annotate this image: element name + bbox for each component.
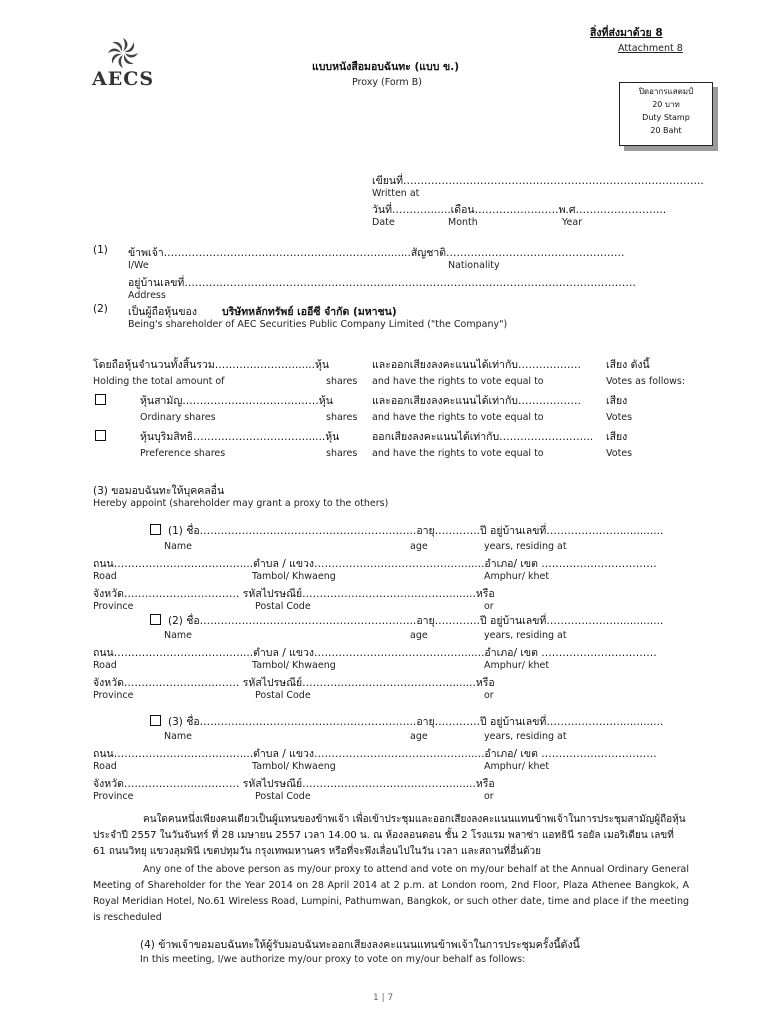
section-1-number: (1) — [93, 244, 108, 256]
total-votes-label: and have the rights to vote equal to — [372, 376, 544, 387]
company-name-th: บริษัทหลักทรัพย์ เออีซี จำกัด (มหาชน) — [222, 306, 397, 318]
proxy-3-postal-label: Postal Code — [255, 791, 311, 802]
address-label: Address — [128, 290, 166, 301]
ordinary-votes-label: and have the rights to vote equal to — [372, 412, 544, 423]
date-label: Date — [372, 217, 395, 228]
preference-votes-unit: Votes — [606, 448, 633, 459]
proxy-3-or-label: or — [484, 791, 494, 802]
shareholder-of-en: Being's shareholder of AEC Securities Public Company Limited ("the Company") — [128, 319, 508, 330]
total-votes-label-th: เสียง ดังนี้ — [606, 359, 650, 371]
proxy-2-postal-label: Postal Code — [255, 690, 311, 701]
proxy-3-name-field[interactable]: (3) ชื่อ……………………………………………………..อายุ………….ปี อยู่บ้านเลขที่…………………............. — [168, 716, 664, 728]
nationality-label: Nationality — [448, 260, 500, 271]
iwe-label: I/We — [128, 260, 149, 271]
preference-shares-field[interactable]: หุ้นบุริมสิทธิ…………………………….....หุ้น — [140, 431, 340, 443]
proxy-1-tambol-label: Tambol/ Khwaeng — [252, 571, 336, 582]
month-label: Month — [448, 217, 478, 228]
ordinary-votes-field[interactable]: และออกเสียงลงคะแนนได้เท่ากับ……………… — [372, 395, 581, 407]
meeting-paragraph-en: Any one of the above person as my/our proxy to attend and vote on my/our behalf at the Annual Ordinary General Meeting of Shareholder for the Year 2014 on 28 April 2014 at 2 p.m. at London room, 2nd Floor, Plaza Athenee Bangkok, A Royal Meridian Hotel, No.61 Wireless Road, Lumpini, Pathumwan, Bangkok, or such other date, time and place if the meeting is rescheduled — [93, 864, 689, 923]
date-field[interactable]: วันที่………….....เดือน……………………พ.ศ…………………….. — [372, 204, 667, 216]
preference-shares-checkbox[interactable] — [95, 430, 106, 441]
proxy-2-name-label: Name — [164, 630, 193, 641]
attachment-label-th: สิ่งที่ส่งมาด้วย 8 — [590, 27, 663, 39]
proxy-3-amphur-label: Amphur/ khet — [484, 761, 550, 772]
proxy-3-province-label: Province — [93, 791, 134, 802]
proxy-2-checkbox[interactable] — [150, 614, 161, 625]
logo-swirl-icon — [88, 36, 158, 70]
proxy-3-checkbox[interactable] — [150, 715, 161, 726]
form-title-th: แบบหนังสือมอบฉันทะ (แบบ ข.) — [312, 61, 459, 73]
proxy-2-age-label: age — [410, 630, 428, 641]
preference-shares-label: Preference shares — [140, 448, 226, 459]
total-votes-field[interactable]: และออกเสียงลงคะแนนได้เท่ากับ……………… — [372, 359, 581, 371]
proxy-3-road-label: Road — [93, 761, 117, 772]
page-number: 1 | 7 — [373, 993, 394, 1003]
ordinary-shares-field[interactable]: หุ้นสามัญ…………………………………หุ้น — [140, 395, 333, 407]
section-2-number: (2) — [93, 303, 108, 315]
stamp-line-4: 20 Baht — [650, 126, 682, 135]
proxy-2-province-label: Province — [93, 690, 134, 701]
form-title-en: Proxy (Form B) — [352, 77, 422, 88]
proxy-3-name-label: Name — [164, 731, 193, 742]
total-shares-unit: shares — [326, 376, 358, 387]
section-4-title: (4) ข้าพเจ้าขอมอบฉันทะให้ผู้รับมอบฉันทะออกเสียงลงคะแนนแทนข้าพเจ้าในการประชุมครั้งนี้ดังนี้ — [140, 939, 580, 951]
preference-votes-field[interactable]: ออกเสียงลงคะแนนได้เท่ากับ……………………... — [372, 431, 594, 443]
proxy-2-road-label: Road — [93, 660, 117, 671]
proxy-1-road-field[interactable]: ถนน………………………………....ตำบล / แขวง…………………………………….......อำเภอ/ เขต …………………………… — [93, 558, 657, 570]
stamp-line-3: Duty Stamp — [642, 113, 690, 122]
ordinary-votes-unit-th: เสียง — [606, 395, 628, 407]
proxy-3-residing-label: years, residing at — [484, 731, 567, 742]
ordinary-votes-unit: Votes — [606, 412, 633, 423]
proxy-3-road-field[interactable]: ถนน………………………………....ตำบล / แขวง…………………………………….......อำเภอ/ เขต …………………………… — [93, 748, 657, 760]
preference-votes-label: and have the rights to vote equal to — [372, 448, 544, 459]
company-logo — [88, 36, 158, 90]
proxy-3-tambol-label: Tambol/ Khwaeng — [252, 761, 336, 772]
proxy-1-province-field[interactable]: จังหวัด…………………………… รหัสไปรษณีย์……………………………………........หรือ — [93, 588, 495, 600]
proxy-2-tambol-label: Tambol/ Khwaeng — [252, 660, 336, 671]
duty-stamp-box — [619, 82, 713, 146]
proxy-1-residing-label: years, residing at — [484, 541, 567, 552]
votes-as-follows-label: Votes as follows: — [606, 376, 686, 387]
proxy-2-residing-label: years, residing at — [484, 630, 567, 641]
logo-text: AECS — [92, 68, 155, 90]
proxy-1-province-label: Province — [93, 601, 134, 612]
grantor-name-field[interactable]: ข้าพเจ้า………………………………………………………........สัญชาติ…………………………………………… — [128, 247, 625, 259]
proxy-3-age-label: age — [410, 731, 428, 742]
preference-shares-unit: shares — [326, 448, 358, 459]
proxy-2-province-field[interactable]: จังหวัด…………………………… รหัสไปรษณีย์……………………………………........หรือ — [93, 677, 495, 689]
preference-votes-unit-th: เสียง — [606, 431, 628, 443]
stamp-line-2: 20 บาท — [652, 100, 680, 109]
proxy-1-or-label: or — [484, 601, 494, 612]
written-at-label: Written at — [372, 188, 420, 199]
section-3-subtitle: Hereby appoint (shareholder may grant a proxy to the others) — [93, 498, 389, 509]
proxy-2-amphur-label: Amphur/ khet — [484, 660, 550, 671]
meeting-paragraph-th: คนใดคนหนึ่งเพียงคนเดียวเป็นผู้แทนของข้าพเจ้า เพื่อเข้าประชุมและออกเสียงลงคะแนนแทนข้าพเจ้าในการประชุมสามัญผู้ถือหุ้น ประจำปี 2557 ในวันจันทร์ ที่ 28 เมษายน 2557 เวลา 14.00 น. ณ ห้องลอนดอน ชั้น 2 โรงแรม พลาซ่า แอทธินี รอยัล เมอริเดียน เลขที่ 61 ถนนวิทยุ แขวงลุมพินี เขตปทุมวัน กรุงเทพมหานคร หรือที่จะพึงเลื่อนไปในวัน เวลา และสถานที่อื่นด้วย — [93, 814, 686, 857]
ordinary-shares-checkbox[interactable] — [95, 394, 106, 405]
attachment-label-en: Attachment 8 — [618, 43, 683, 54]
shareholder-of-th: เป็นผู้ถือหุ้นของ — [128, 306, 197, 318]
proxy-2-name-field[interactable]: (2) ชื่อ……………………………………………………..อายุ………….ปี อยู่บ้านเลขที่…………………............. — [168, 615, 664, 627]
proxy-1-amphur-label: Amphur/ khet — [484, 571, 550, 582]
address-field[interactable]: อยู่บ้านเลขที่………………………………………………………………………………………………………………… — [128, 277, 636, 289]
proxy-1-name-label: Name — [164, 541, 193, 552]
proxy-3-province-field[interactable]: จังหวัด…………………………… รหัสไปรษณีย์……………………………………........หรือ — [93, 778, 495, 790]
total-shares-field[interactable]: โดยถือหุ้นจำนวนทั้งสิ้นรวม………….……….......หุ้น — [93, 359, 330, 371]
proxy-2-or-label: or — [484, 690, 494, 701]
proxy-1-name-field[interactable]: (1) ชื่อ……………………………………………………..อายุ………….ปี อยู่บ้านเลขที่…………………............. — [168, 525, 664, 537]
written-at-field[interactable]: เขียนที่………………………………………………………………………….. — [372, 175, 704, 187]
proxy-1-road-label: Road — [93, 571, 117, 582]
proxy-2-road-field[interactable]: ถนน………………………………....ตำบล / แขวง…………………………………….......อำเภอ/ เขต …………………………… — [93, 647, 657, 659]
total-amount-label: Holding the total amount of — [93, 376, 225, 387]
proxy-1-postal-label: Postal Code — [255, 601, 311, 612]
ordinary-shares-unit: shares — [326, 412, 358, 423]
proxy-1-checkbox[interactable] — [150, 524, 161, 535]
proxy-1-age-label: age — [410, 541, 428, 552]
year-label: Year — [562, 217, 583, 228]
ordinary-shares-label: Ordinary shares — [140, 412, 216, 423]
section-3-title: (3) ขอมอบฉันทะให้บุคคลอื่น — [93, 485, 225, 497]
stamp-line-1: ปิดอากรแสตมป์ — [638, 87, 694, 96]
section-4-subtitle: In this meeting, I/we authorize my/our proxy to vote on my/our behalf as follows: — [140, 954, 526, 965]
